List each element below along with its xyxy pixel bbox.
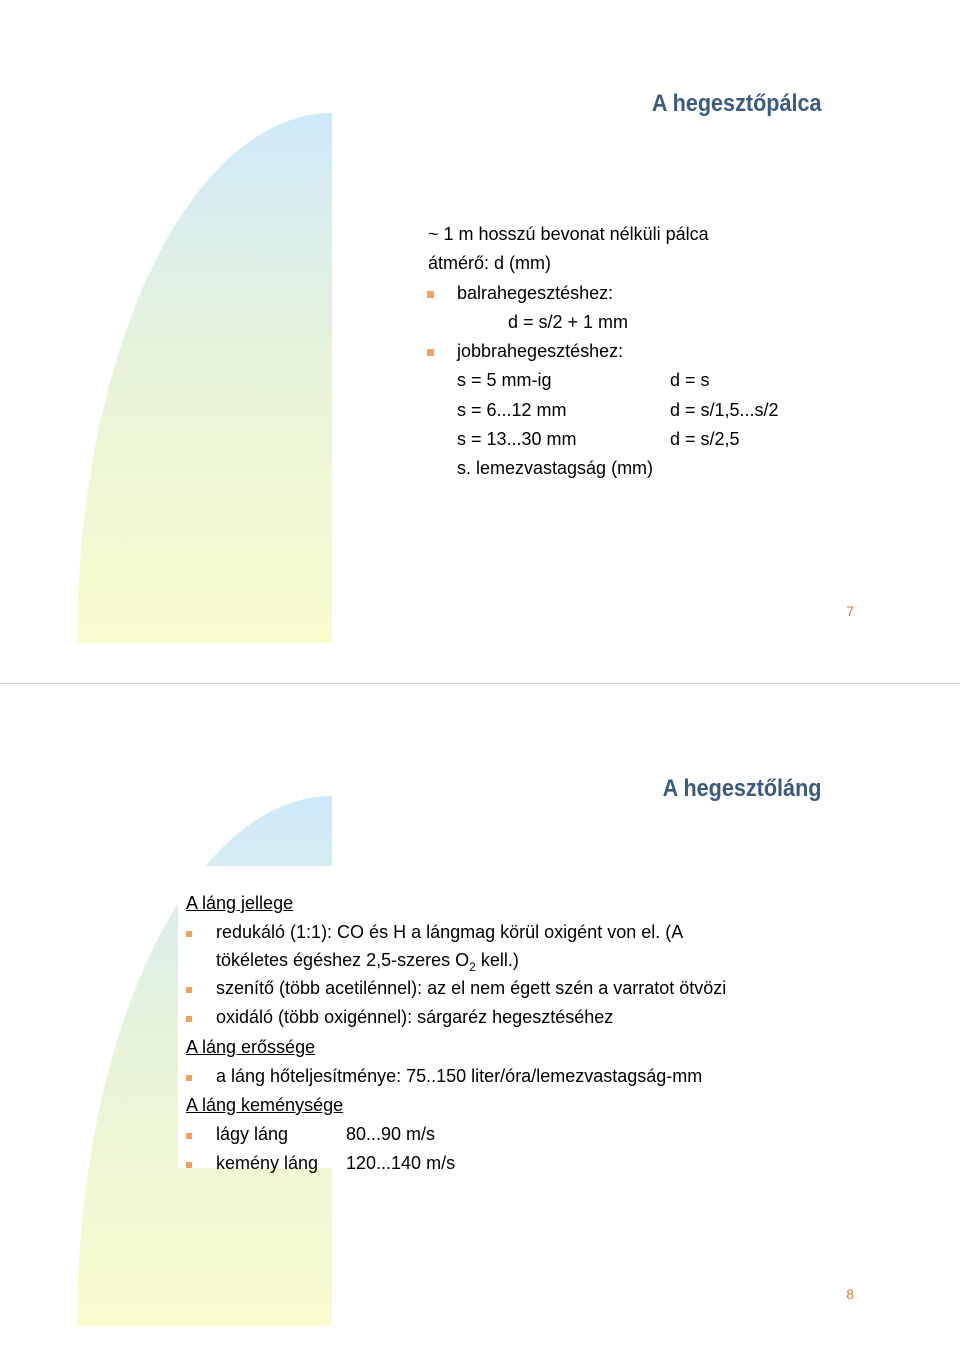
flame-speed: 120...140 m/s [346, 1153, 456, 1174]
diameter-cell: d = s/1,5...s/2 [670, 399, 779, 420]
slide-title: A hegesztőpálca [651, 90, 821, 117]
formula: d = s/2 + 1 mm [508, 311, 629, 332]
slide-title: A hegesztőláng [662, 775, 821, 802]
list-item-label: oxidáló (több oxigénnel): sárgaréz hegesztéséhez [216, 1007, 614, 1028]
slide-7 [0, 0, 960, 683]
list-item-label: a láng hőteljesítménye: 75..150 liter/óra/lemezvastagság-mm [216, 1065, 703, 1086]
table-row [428, 425, 740, 454]
bullet-icon [186, 1133, 192, 1139]
list-item [428, 279, 709, 308]
subscript: 2 [469, 960, 476, 975]
bullet-icon [186, 1075, 192, 1081]
text-fragment: kell.) [475, 950, 519, 971]
diameter-cell: d = s/2,5 [670, 429, 740, 450]
text-line [428, 454, 709, 483]
flame-type: lágy láng [216, 1124, 289, 1145]
table-row [428, 366, 709, 395]
list-item [186, 974, 727, 1003]
flame-speed: 80...90 m/s [346, 1124, 436, 1145]
section-heading: A láng jellege [186, 893, 294, 913]
slide-8 [0, 684, 960, 1367]
table-row [428, 396, 779, 425]
list-item [428, 337, 709, 366]
diameter-label: átmérő: d (mm) [428, 253, 552, 274]
text-line [428, 220, 709, 249]
text-line [428, 308, 709, 337]
bullet-icon [186, 931, 192, 937]
list-item-label: balrahegesztéshez: [457, 282, 614, 303]
bullet-icon [186, 1016, 192, 1022]
list-item [186, 918, 684, 946]
list-item [186, 1062, 703, 1091]
text-fragment: tökéletes égéshez 2,5-szeres O [216, 950, 470, 971]
decorative-gradient-shape [77, 113, 332, 643]
bullet-icon [186, 1162, 192, 1168]
list-item-label: jobbrahegesztéshez: [457, 341, 624, 362]
flame-type: kemény láng [216, 1153, 319, 1174]
thickness-cell: s = 13...30 mm [457, 429, 577, 450]
thickness-cell: s = 6...12 mm [457, 399, 567, 420]
section-heading: A láng erőssége [186, 1036, 316, 1057]
legend-note: s. lemezvastagság (mm) [457, 458, 654, 479]
page-number: 7 [846, 603, 854, 619]
thickness-cell: s = 5 mm-ig [457, 370, 552, 391]
page-number: 8 [846, 1286, 854, 1302]
list-item [186, 1149, 456, 1178]
bullet-icon [427, 291, 434, 298]
slide-content [186, 889, 727, 1179]
rod-description: ~ 1 m hosszú bevonat nélküli pálca [428, 224, 709, 244]
text-line [428, 249, 709, 278]
list-item-label: szenítő (több acetilénnel): az el nem égett szén a varratot ötvözi [216, 978, 727, 999]
list-item [186, 1120, 436, 1149]
slide-content [428, 220, 779, 484]
bullet-icon [427, 349, 434, 356]
diameter-cell: d = s [670, 370, 710, 391]
section-heading: A láng keménysége [186, 1094, 344, 1115]
list-item-continuation [186, 946, 519, 975]
list-item [186, 1003, 614, 1032]
bullet-icon [186, 987, 192, 993]
list-item-label: redukáló (1:1): CO és H a lángmag körül oxigént von el. (A [216, 922, 684, 943]
